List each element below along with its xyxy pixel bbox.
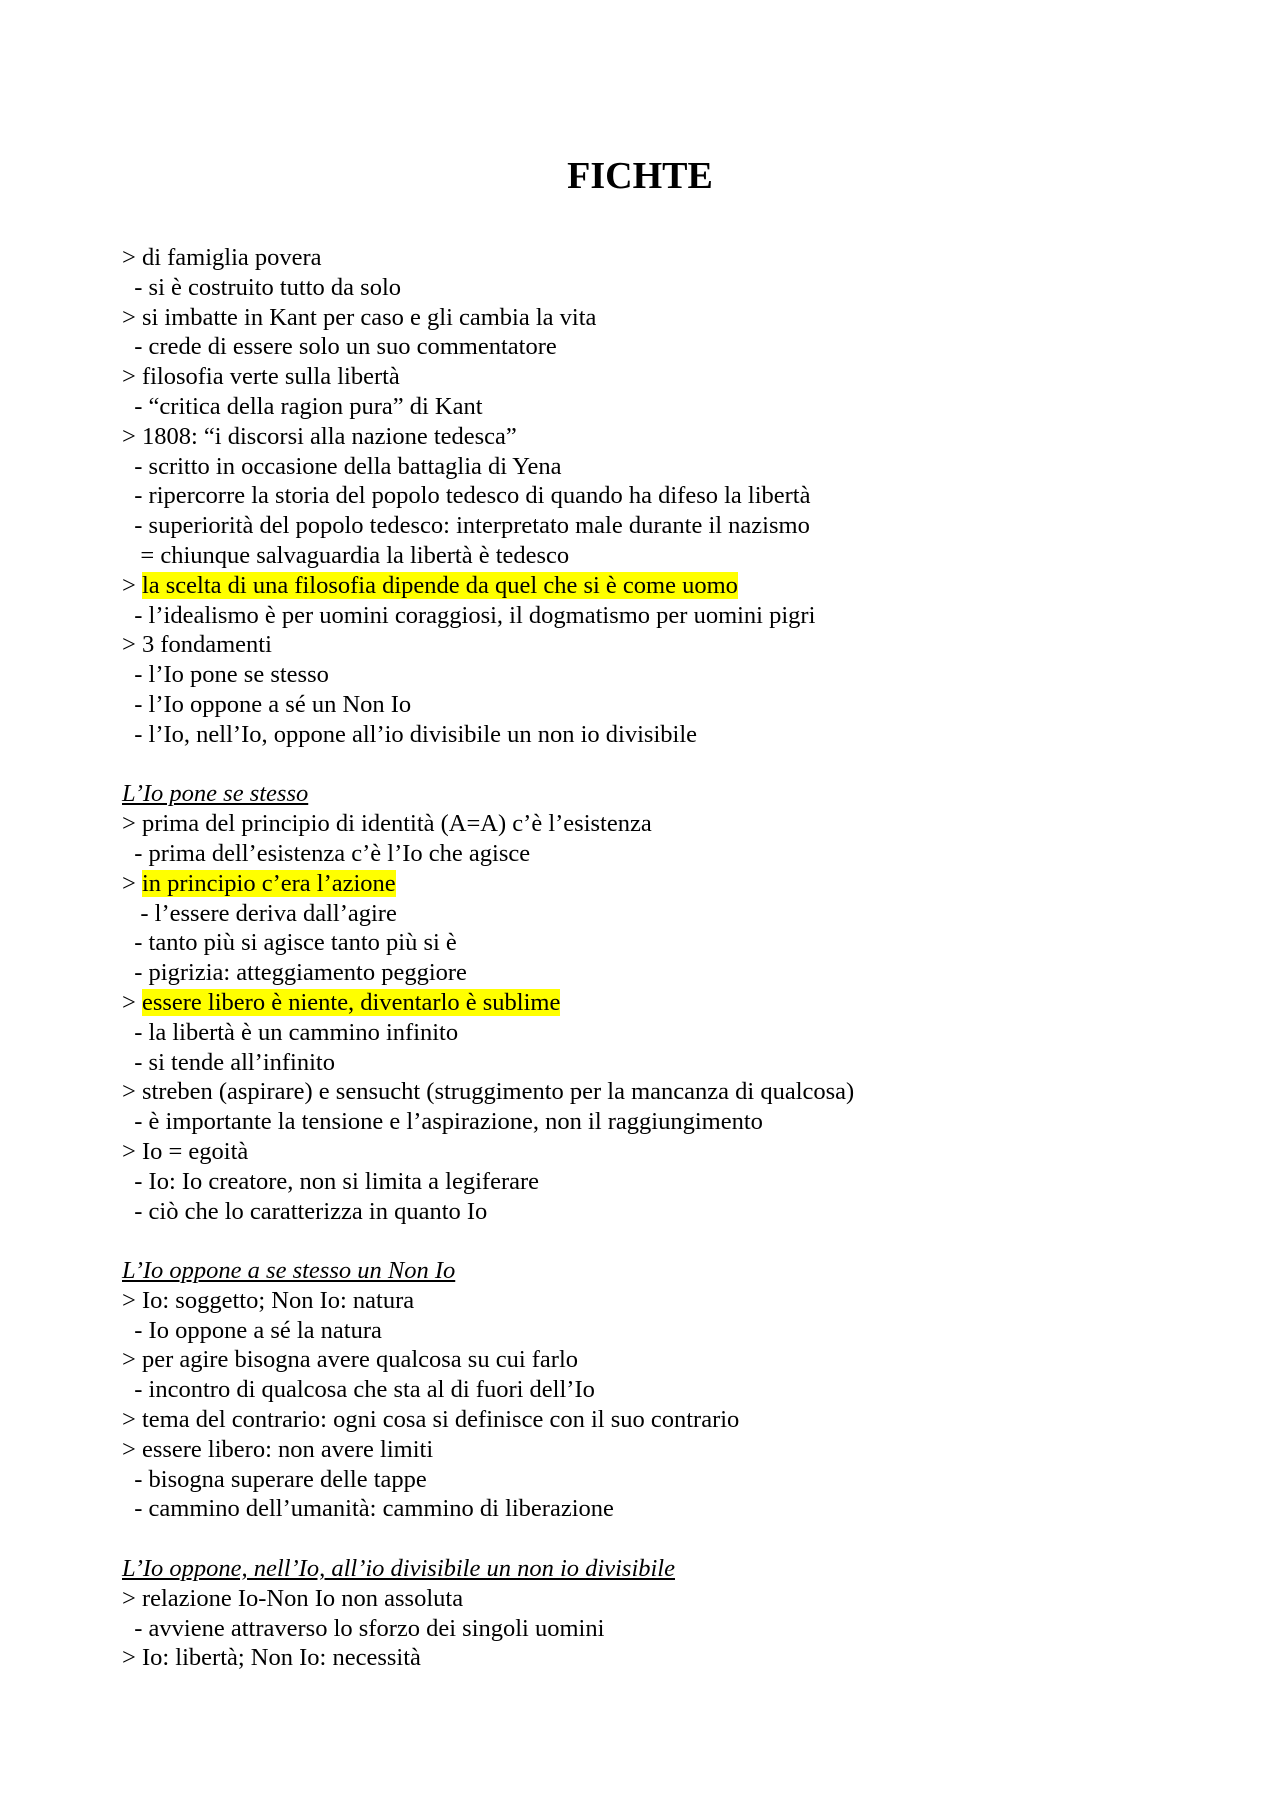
intro-line — [122, 243, 1162, 273]
intro-line — [122, 511, 1162, 541]
bullet-marker: - — [122, 899, 155, 927]
bullet-marker: - — [122, 929, 149, 957]
line-text: tanto più si agisce tanto più si è — [148, 929, 457, 957]
bullet-marker: > — [122, 810, 142, 838]
line-text: l’essere deriva dall’agire — [154, 899, 397, 927]
section-heading: L’Io pone se stesso — [122, 780, 309, 808]
section-line — [122, 1018, 1162, 1048]
section-line — [122, 1465, 1162, 1495]
bullet-marker: - — [122, 273, 149, 301]
line-text: si è costruito tutto da solo — [148, 273, 402, 301]
line-text: filosofia verte sulla libertà — [141, 363, 400, 391]
section-line — [122, 1435, 1162, 1465]
bullet-marker: - — [122, 1018, 149, 1046]
line-text: scritto in occasione della battaglia di Yena — [148, 452, 562, 480]
section-heading: L’Io oppone, nell’Io, all’io divisibile un non io divisibile — [122, 1555, 675, 1583]
bullet-marker: - — [122, 512, 149, 540]
intro-line — [122, 660, 1162, 690]
bullet-marker: - — [122, 601, 149, 629]
section-line — [122, 1405, 1162, 1435]
bullet-marker: > — [122, 988, 142, 1016]
bullet-marker: > — [122, 363, 142, 391]
bullet-marker: - — [122, 690, 149, 718]
line-text: Io: libertà; Non Io: necessità — [141, 1644, 421, 1672]
bullet-marker: > — [122, 1137, 142, 1165]
blank-line — [122, 1524, 1162, 1554]
section-line — [122, 1345, 1162, 1375]
line-text: Io oppone a sé la natura — [148, 1316, 382, 1344]
line-text: bisogna superare delle tappe — [148, 1465, 427, 1493]
intro-line — [122, 392, 1162, 422]
line-text: l’idealismo è per uomini coraggiosi, il dogmatismo per uomini pigri — [148, 601, 816, 629]
line-text: Io: soggetto; Non Io: natura — [141, 1286, 415, 1314]
intro-line — [122, 630, 1162, 660]
bullet-marker: - — [122, 839, 149, 867]
intro-line — [122, 273, 1162, 303]
bullet-marker: = — [122, 541, 161, 569]
line-text: essere libero: non avere limiti — [141, 1435, 434, 1463]
bullet-marker: - — [122, 392, 149, 420]
section-line — [122, 1286, 1162, 1316]
line-text: 3 fondamenti — [141, 631, 272, 659]
line-text: l’Io oppone a sé un Non Io — [148, 690, 412, 718]
line-text: relazione Io-Non Io non assoluta — [141, 1584, 464, 1612]
line-text: l’Io, nell’Io, oppone all’io divisibile un non io divisibile — [148, 720, 697, 748]
section-line — [122, 1197, 1162, 1227]
bullet-marker: > — [122, 1346, 142, 1374]
bullet-marker: - — [122, 1048, 149, 1076]
bullet-marker: > — [122, 1644, 142, 1672]
line-text: la libertà è un cammino infinito — [148, 1018, 459, 1046]
intro-line — [122, 601, 1162, 631]
intro-line — [122, 541, 1162, 571]
document-body — [122, 243, 1162, 1673]
bullet-marker: - — [122, 959, 149, 987]
bullet-marker: - — [122, 1376, 149, 1404]
intro-line — [122, 720, 1162, 750]
line-text: cammino dell’umanità: cammino di liberazione — [148, 1495, 614, 1523]
bullet-marker: - — [122, 1108, 149, 1136]
intro-line — [122, 332, 1162, 362]
section-line — [122, 1167, 1162, 1197]
line-text: si tende all’infinito — [148, 1048, 335, 1076]
bullet-marker: > — [122, 1078, 142, 1106]
line-text: si imbatte in Kant per caso e gli cambia la vita — [141, 303, 597, 331]
line-text: incontro di qualcosa che sta al di fuori dell’Io — [148, 1376, 595, 1404]
bullet-marker: > — [122, 1584, 142, 1612]
section-line — [122, 1614, 1162, 1644]
section-line — [122, 809, 1162, 839]
line-text: tema del contrario: ogni cosa si definisce con il suo contrario — [141, 1406, 740, 1434]
intro-line — [122, 422, 1162, 452]
intro-line — [122, 362, 1162, 392]
line-text: di famiglia povera — [141, 244, 322, 271]
line-text: superiorità del popolo tedesco: interpretato male durante il nazismo — [148, 512, 810, 540]
section-line — [122, 1077, 1162, 1107]
bullet-marker: > — [122, 631, 142, 659]
blank-line — [122, 750, 1162, 780]
bullet-marker: - — [122, 661, 149, 689]
section-line — [122, 869, 1162, 899]
blank-line — [122, 1226, 1162, 1256]
intro-line — [122, 571, 1162, 601]
highlighted-text: la scelta di una filosofia dipende da quel che si è come uomo — [141, 571, 738, 599]
line-text: prima del principio di identità (A=A) c’è l’esistenza — [141, 810, 652, 838]
line-text: per agire bisogna avere qualcosa su cui farlo — [141, 1346, 579, 1374]
section-line — [122, 839, 1162, 869]
bullet-marker: > — [122, 1286, 142, 1314]
line-text: è importante la tensione e l’aspirazione, non il raggiungimento — [148, 1108, 763, 1136]
line-text: ripercorre la storia del popolo tedesco di quando ha difeso la libertà — [148, 482, 811, 510]
bullet-marker: > — [122, 244, 142, 271]
line-text: prima dell’esistenza c’è l’Io che agisce — [148, 839, 531, 867]
intro-line — [122, 303, 1162, 333]
section-line — [122, 928, 1162, 958]
bullet-marker: - — [122, 452, 149, 480]
line-text: streben (aspirare) e sensucht (struggimento per la mancanza di qualcosa) — [141, 1078, 855, 1106]
bullet-marker: - — [122, 1167, 149, 1195]
bullet-marker: > — [122, 869, 142, 897]
line-text: l’Io pone se stesso — [148, 661, 329, 689]
bullet-marker: - — [122, 1614, 149, 1642]
section-line — [122, 1137, 1162, 1167]
section-line — [122, 1584, 1162, 1614]
highlighted-text: in principio c’era l’azione — [141, 869, 396, 897]
bullet-marker: - — [122, 482, 149, 510]
line-text: Io = egoità — [141, 1137, 249, 1165]
section-line — [122, 1107, 1162, 1137]
section-line — [122, 1494, 1162, 1524]
line-text: crede di essere solo un suo commentatore — [148, 333, 557, 361]
bullet-marker: - — [122, 1495, 149, 1523]
section-line — [122, 1375, 1162, 1405]
section-line — [122, 899, 1162, 929]
bullet-marker: - — [122, 1316, 149, 1344]
bullet-marker: - — [122, 1197, 149, 1225]
intro-line — [122, 452, 1162, 482]
intro-line — [122, 690, 1162, 720]
section-line — [122, 988, 1162, 1018]
page-title: FICHTE — [567, 155, 713, 197]
bullet-marker: - — [122, 333, 149, 361]
line-text: pigrizia: atteggiamento peggiore — [148, 959, 467, 987]
section-line — [122, 1643, 1162, 1673]
line-text: 1808: “i discorsi alla nazione tedesca” — [141, 422, 517, 450]
bullet-marker: - — [122, 1465, 149, 1493]
bullet-marker: > — [122, 422, 142, 450]
highlighted-text: essere libero è niente, diventarlo è sublime — [141, 988, 561, 1016]
line-text: avviene attraverso lo sforzo dei singoli uomini — [148, 1614, 605, 1642]
line-text: Io: Io creatore, non si limita a legiferare — [148, 1167, 540, 1195]
section-line — [122, 1316, 1162, 1346]
bullet-marker: > — [122, 1435, 142, 1463]
bullet-marker: > — [122, 571, 142, 599]
section-line — [122, 958, 1162, 988]
section-heading: L’Io oppone a se stesso un Non Io — [122, 1257, 456, 1285]
section-line — [122, 1048, 1162, 1078]
line-text: chiunque salvaguardia la libertà è tedesco — [160, 541, 570, 569]
bullet-marker: > — [122, 1406, 142, 1434]
line-text: ciò che lo caratterizza in quanto Io — [148, 1197, 488, 1225]
bullet-marker: - — [122, 720, 149, 748]
line-text: “critica della ragion pura” di Kant — [148, 392, 483, 420]
bullet-marker: > — [122, 303, 142, 331]
intro-line — [122, 481, 1162, 511]
